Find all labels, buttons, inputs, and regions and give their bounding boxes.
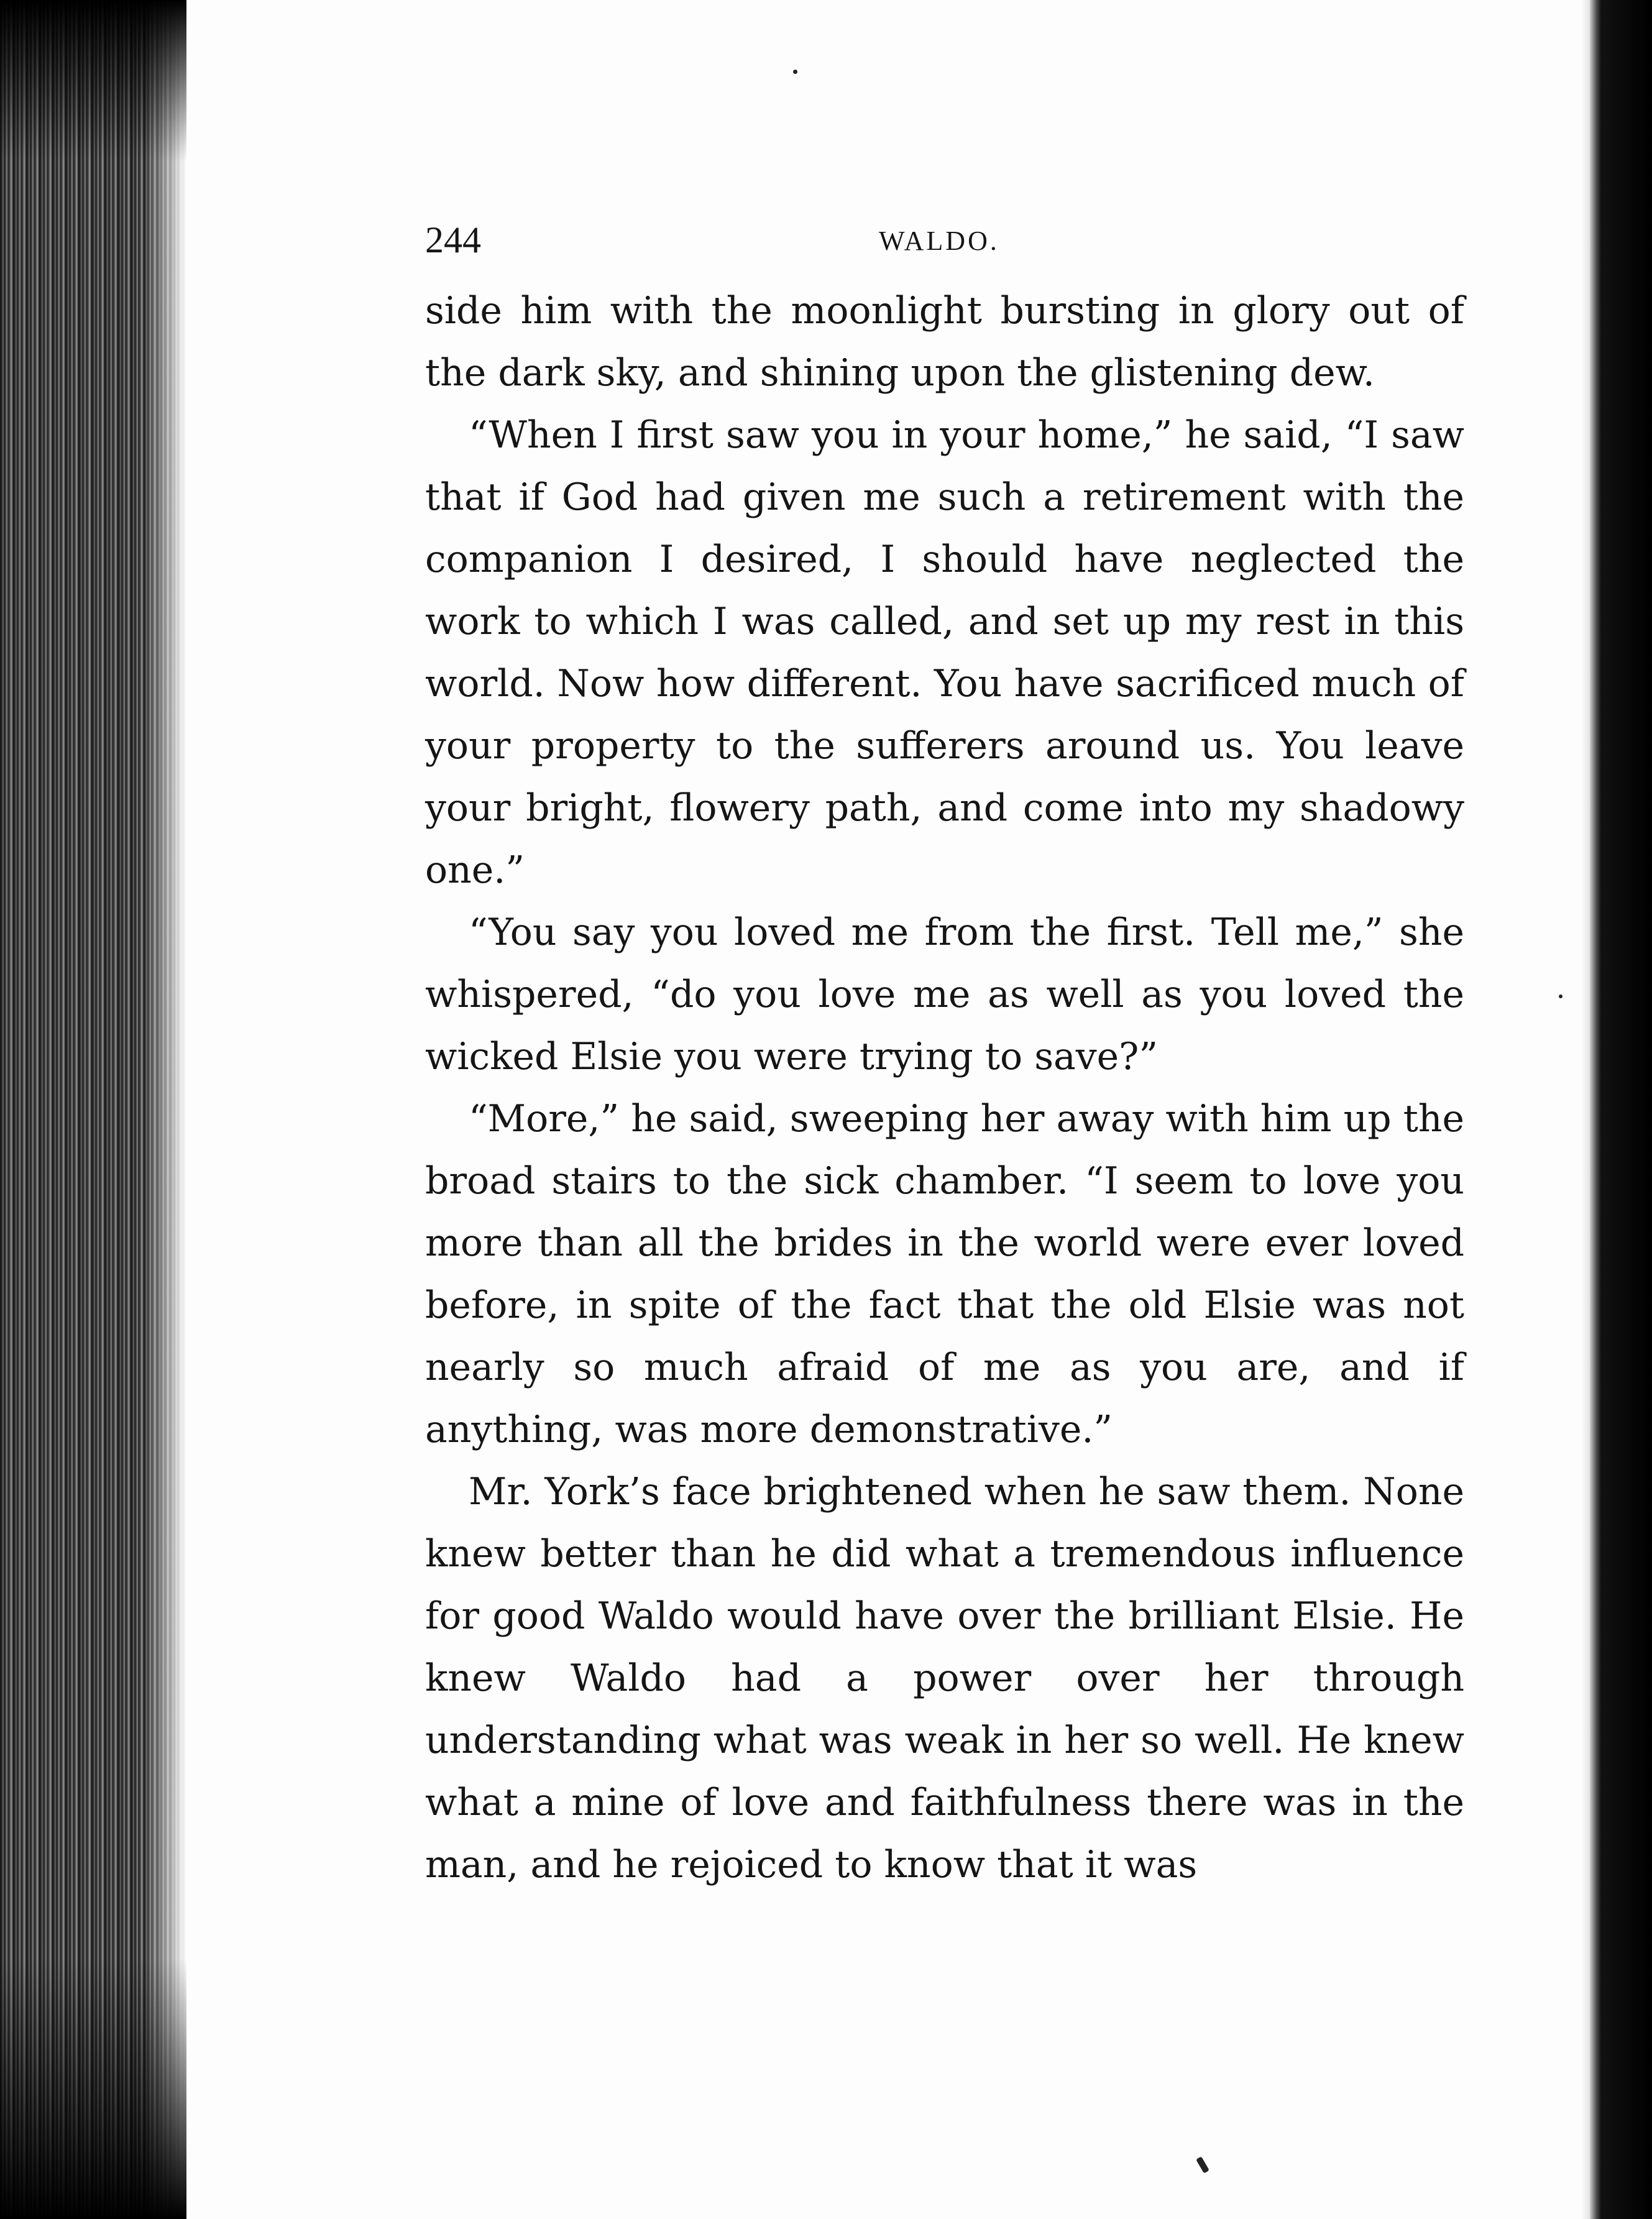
paragraph: side him with the moonlight bursting in glory out of the dark sky, and shining upon the glistening dew. xyxy=(425,289,1464,395)
scan-speck xyxy=(1196,2156,1209,2174)
running-head xyxy=(425,211,1464,280)
paragraph: “You say you loved me from the first. Tell me,” she whispered, “do you love me as well as you loved the wicked Elsie you were trying to save?” xyxy=(425,911,1464,1078)
scan-speck xyxy=(1559,995,1563,998)
page-edge-shadow-bottom xyxy=(0,1958,186,2219)
paragraph: “When I first saw you in your home,” he said, “I saw that if God had given me such a retirement with the companion I desired, I should have neglected the work to which I was called, and set up my rest in this world. Now how different. You have sacrificed much of your property to the sufferers around us. You leave your bright, flowery path, and come into my shadowy one.” xyxy=(425,413,1464,892)
page-number: 244 xyxy=(425,219,481,260)
page-margin-right xyxy=(1581,0,1590,2219)
running-title: WALDO. xyxy=(879,226,999,256)
book-page-edge xyxy=(0,0,186,2219)
scan-speck xyxy=(793,70,797,74)
paragraph: Mr. York’s face brightened when he saw them. None knew better than he did what a tremendous influence for good Waldo would have over the brilliant Elsie. He knew Waldo had a power over her through understanding what was weak in her so well. He knew what a mine of love and faithfulness there was in the man, and he rejoiced to know that it was xyxy=(425,1470,1464,1886)
scanner-border-right xyxy=(1590,0,1652,2219)
paragraph: “More,” he said, sweeping her away with him up the broad stairs to the sick chamber. “I seem to love you more than all the brides in the world were ever loved before, in spite of the fact that the old Elsie was not nearly so much afraid of me as you are, and if anything, was more demonstrative.” xyxy=(425,1097,1464,1451)
page-edge-shadow-top xyxy=(0,0,186,162)
body-text xyxy=(425,280,1464,1896)
page-text-block xyxy=(425,211,1464,1896)
